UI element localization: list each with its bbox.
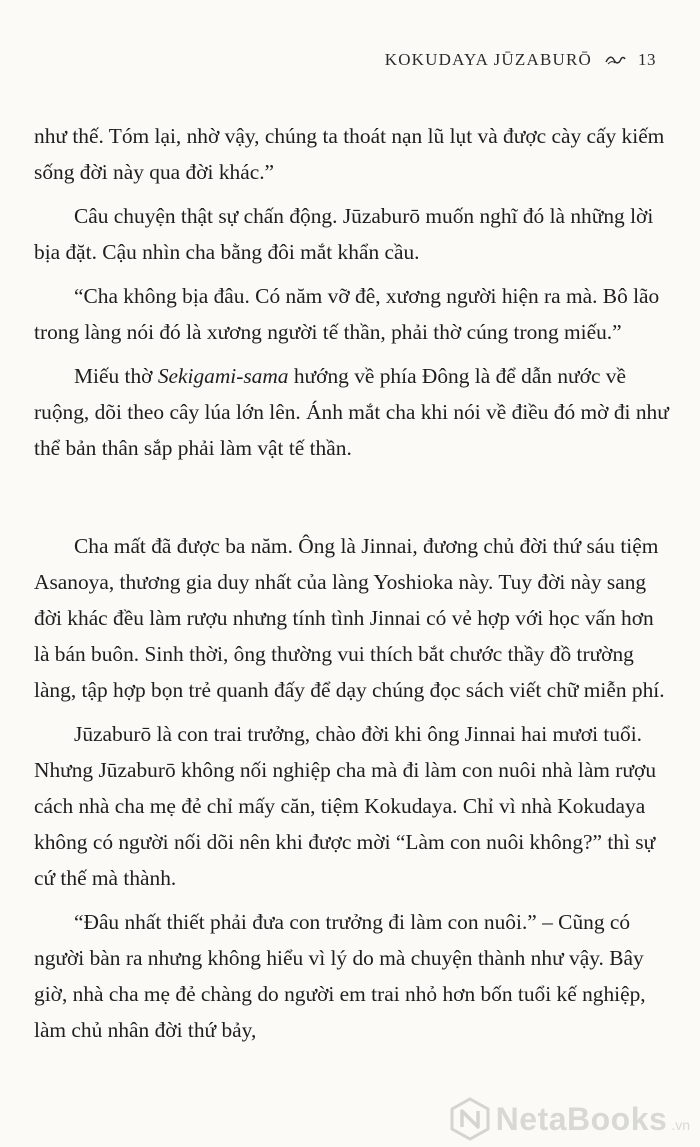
paragraph: [34, 358, 674, 466]
paragraph: Jūzaburō là con trai trưởng, chào đời khi ông Jinnai hai mươi tuổi. Nhưng Jūzaburō không nối nghiệp cha mà đi làm con nuôi nhà làm rượu cách nhà cha mẹ đẻ chỉ mấy căn, tiệm Kokudaya. Chỉ vì nhà Kokudaya không có người nối dõi nên khi được mời “Làm con nuôi không?” thì sự cứ thế mà thành.: [34, 722, 657, 890]
paragraph-text: hướng về phía Đông là để dẫn nước về ruộng, dõi theo cây lúa lớn lên. Ánh mắt cha khi nói về điều đó mờ đi như thể bản thân sắp phải làm vật tế thần.: [34, 364, 669, 460]
running-title: KOKUDAYA JŪZABURŌ: [384, 50, 592, 69]
paragraph-text: Miếu thờ: [74, 364, 158, 388]
italic-term: Sekigami-sama: [157, 364, 289, 388]
page-number: 13: [638, 50, 656, 69]
wave-ornament-icon: [604, 53, 626, 67]
section-break: [34, 474, 674, 528]
paragraph: “Đâu nhất thiết phải đưa con trưởng đi làm con nuôi.” – Cũng có người bàn ra nhưng không hiểu vì lý do mà chuyện thành như vậy. Bây giờ, nhà cha mẹ đẻ chàng do người em trai nhỏ hơn bốn tuổi kế nghiệp, làm chủ nhân đời thứ bảy,: [34, 910, 646, 1042]
running-header: [385, 50, 656, 70]
paragraph: như thế. Tóm lại, nhờ vậy, chúng ta thoát nạn lũ lụt và được cày cấy kiếm sống đời này qua đời khác.”: [34, 124, 665, 184]
netabooks-logo-icon: [448, 1097, 492, 1141]
body-text: [34, 118, 674, 1056]
paragraph: Cha mất đã được ba năm. Ông là Jinnai, đương chủ đời thứ sáu tiệm Asanoya, thương gia duy nhất của làng Yoshioka này. Tuy đời này sang đời khác đều làm rượu nhưng tính tình Jinnai có vẻ hợp với học vấn hơn là bán buôn. Sinh thời, ông thường vui thích bắt chước thầy đồ trường làng, tập hợp bọn trẻ quanh đấy để dạy chúng đọc sách viết chữ miễn phí.: [34, 534, 665, 702]
watermark-tld: .vn: [671, 1117, 690, 1133]
watermark-brand: NetaBooks: [495, 1100, 668, 1137]
paragraph: Câu chuyện thật sự chấn động. Jūzaburō muốn nghĩ đó là những lời bịa đặt. Cậu nhìn cha bằng đôi mắt khẩn cầu.: [34, 204, 654, 264]
paragraph: “Cha không bịa đâu. Có năm vỡ đê, xương người hiện ra mà. Bô lão trong làng nói đó là xương người tế thần, phải thờ cúng trong miếu.”: [34, 284, 660, 344]
watermark: [448, 1097, 690, 1141]
